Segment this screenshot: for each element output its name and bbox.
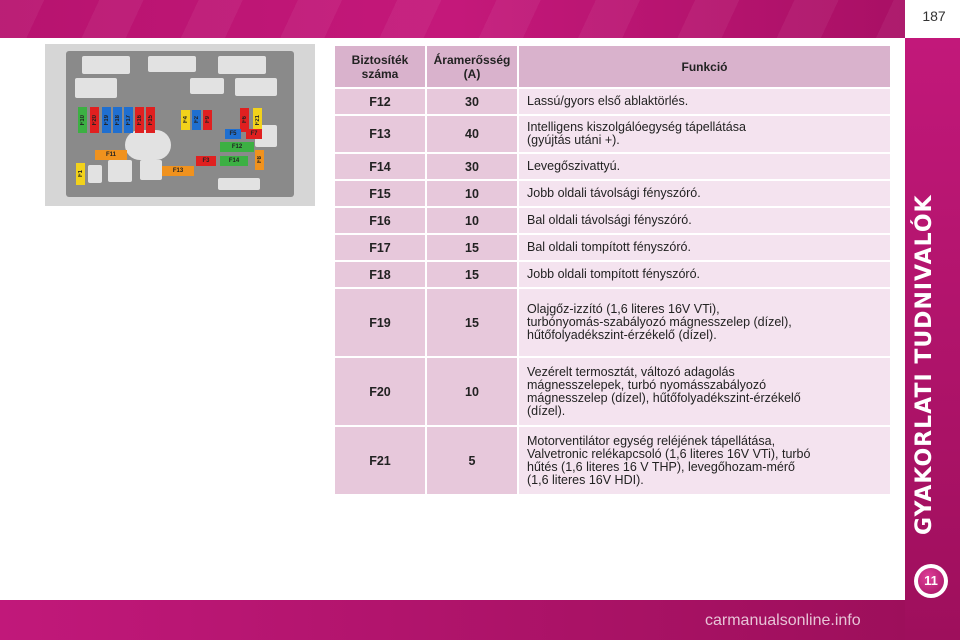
- fuse-f14: [220, 156, 248, 166]
- amperage-cell: 15: [427, 235, 517, 260]
- function-cell: Jobb oldali távolsági fényszóró.: [519, 181, 890, 206]
- function-cell: Motorventilátor egység reléjének tápellátása, Valvetronic relékapcsoló (1,6 literes 16V VTi), turbó hűtés (1,6 literes 16 V THP), levegőhozam-mérő (1,6 literes 16V HDI).: [519, 427, 890, 494]
- fuse-f10: [78, 107, 87, 133]
- table-row: [335, 427, 890, 494]
- fuse-label: F16: [136, 114, 143, 126]
- function-cell: Lassú/gyors első ablaktörlés.: [519, 89, 890, 114]
- fuse-f2: [192, 110, 201, 130]
- amperage-cell: 30: [427, 89, 517, 114]
- fuse-label: F2: [193, 116, 200, 124]
- relay-block: [218, 56, 266, 74]
- fuse-label: F20: [91, 114, 98, 126]
- amperage-cell: 15: [427, 289, 517, 356]
- function-cell: Bal oldali távolsági fényszóró.: [519, 208, 890, 233]
- fuse-number-cell: F20: [335, 358, 425, 425]
- fuse-label: F9: [204, 116, 211, 124]
- relay-block: [140, 160, 162, 180]
- fuse-label: F7: [250, 131, 258, 137]
- relay-block: [148, 56, 196, 72]
- table-row: [335, 358, 890, 425]
- table-row: [335, 154, 890, 179]
- relay-block: [88, 165, 102, 183]
- function-cell: Bal oldali tompított fényszóró.: [519, 235, 890, 260]
- relay-block: [235, 78, 277, 96]
- table-row: [335, 289, 890, 356]
- fuse-number-cell: F19: [335, 289, 425, 356]
- function-cell: Jobb oldali tompított fényszóró.: [519, 262, 890, 287]
- watermark: carmanualsonline.info: [705, 612, 861, 629]
- fuse-f19: [102, 107, 111, 133]
- fuse-label: F19: [103, 114, 110, 126]
- amperage-cell: 10: [427, 181, 517, 206]
- chapter-title: GYAKORLATI TUDNIVALÓK: [912, 194, 937, 535]
- amperage-cell: 5: [427, 427, 517, 494]
- table-row: [335, 181, 890, 206]
- fuse-f8: [255, 150, 264, 170]
- fuse-label: F6: [241, 116, 248, 124]
- relay-block: [75, 78, 117, 98]
- fuse-f3: [196, 156, 216, 166]
- fuse-f1: [76, 163, 85, 185]
- table-row: [335, 116, 890, 152]
- chapter-number: 11: [918, 568, 944, 594]
- fuse-f13: [162, 166, 194, 176]
- fuse-label: F5: [229, 131, 237, 137]
- fuse-f9: [203, 110, 212, 130]
- function-cell: Vezérelt termosztát, változó adagolás mágnesszelepek, turbó nyomásszabályozó mágnesszelep (dízel), hűtőfolyadékszint-érzékelő (dízel).: [519, 358, 890, 425]
- page-number: 187: [922, 8, 946, 24]
- fuse-label: F13: [172, 168, 184, 174]
- fuse-f16: [135, 107, 144, 133]
- fuse-number-cell: F12: [335, 89, 425, 114]
- table-row: [335, 89, 890, 114]
- fuse-label: F3: [202, 158, 210, 164]
- fuse-number-cell: F21: [335, 427, 425, 494]
- column-header-function: Funkció: [519, 46, 890, 87]
- amperage-cell: 30: [427, 154, 517, 179]
- fuse-number-cell: F16: [335, 208, 425, 233]
- table-row: [335, 235, 890, 260]
- function-cell: Intelligens kiszolgálóegység tápellátása (gyújtás utáni +).: [519, 116, 890, 152]
- function-cell: Levegőszivattyú.: [519, 154, 890, 179]
- fuse-number-cell: F17: [335, 235, 425, 260]
- fuse-f18: [113, 107, 122, 133]
- fuse-label: F8: [256, 156, 263, 164]
- fuse-label: F21: [254, 114, 261, 126]
- fuse-number-cell: F13: [335, 116, 425, 152]
- fuse-label: F10: [79, 114, 86, 126]
- fuse-f7: [246, 129, 262, 139]
- amperage-cell: 10: [427, 358, 517, 425]
- fuse-label: F17: [125, 114, 132, 126]
- fuse-f5: [225, 129, 241, 139]
- fuse-f4: [181, 110, 190, 130]
- fuse-f20: [90, 107, 99, 133]
- relay-block: [82, 56, 130, 74]
- fuse-label: F11: [105, 152, 116, 158]
- fuse-number-cell: F18: [335, 262, 425, 287]
- relay-block: [218, 178, 260, 190]
- fuse-label: F4: [182, 116, 189, 124]
- fuse-label: F14: [228, 158, 240, 164]
- relay-block: [108, 160, 132, 182]
- table-row: [335, 208, 890, 233]
- fuse-f12: [220, 142, 254, 152]
- function-cell: Olajgőz-izzító (1,6 literes 16V VTi), turbónyomás-szabályozó mágnesszelep (dízel), hűtőfolyadékszint-érzékelő (dízel).: [519, 289, 890, 356]
- relay-block: [190, 78, 224, 94]
- fuse-table: [333, 44, 892, 496]
- fuse-number-cell: F15: [335, 181, 425, 206]
- amperage-cell: 15: [427, 262, 517, 287]
- fuse-label: F15: [147, 114, 154, 126]
- relay-block: [125, 130, 171, 160]
- top-banner: [0, 0, 905, 38]
- amperage-cell: 40: [427, 116, 517, 152]
- fuse-label: F12: [231, 144, 243, 150]
- table-row: [335, 262, 890, 287]
- fuse-number-cell: F14: [335, 154, 425, 179]
- amperage-cell: 10: [427, 208, 517, 233]
- fuse-label: F18: [114, 114, 121, 126]
- fuse-f11: [95, 150, 127, 160]
- column-header-fuse: Biztosíték száma: [335, 46, 425, 87]
- fuse-label: F1: [77, 170, 84, 178]
- fuse-f17: [124, 107, 133, 133]
- fuse-f15: [146, 107, 155, 133]
- column-header-amperage: Áramerősség (A): [427, 46, 517, 87]
